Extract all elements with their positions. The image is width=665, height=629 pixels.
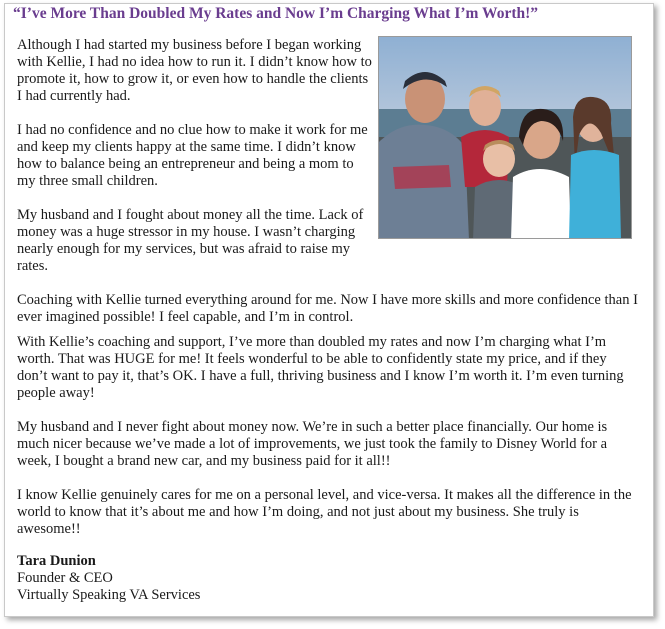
testimonial-paragraph: Coaching with Kellie turned everything around for me. Now I have more skills and more confidence than I ever imagined possible! I feel capable, and I’m in control. [17, 292, 638, 325]
testimonial-paragraph: I had no confidence and no clue how to make it work for me and keep my clients happy at the same time. I didn’t know how to balance being an entrepreneur and being a mom to my three small children. [17, 122, 368, 189]
signature-company: Virtually Speaking VA Services [17, 587, 201, 603]
testimonial-body [17, 37, 639, 555]
signature-role: Founder & CEO [17, 570, 113, 586]
testimonial-paragraph: My husband and I fought about money all the time. Lack of money was a huge stressor in my house. I wasn’t charging nearly enough for my services, but was afraid to raise my rates. [17, 207, 364, 274]
testimonial-paragraph: Although I had started my business before I began working with Kellie, I had no idea how to run it. I didn’t know how to promote it, how to grow it, or even how to handle the clients I had currently had. [17, 37, 372, 104]
testimonial-paragraph: With Kellie’s coaching and support, I’ve more than doubled my rates and now I’m charging what I’m worth. That was HUGE for me! It feels wonderful to be able to confidently state my price, and if they don’t want to pay it, that’s OK. I have a full, thriving business and I know I’m worth it. I’m even turning people away! [17, 334, 624, 401]
signature-name: Tara Dunion [17, 553, 96, 569]
testimonial-title: “I’ve More Than Doubled My Rates and Now I’m Charging What I’m Worth!” [13, 5, 539, 22]
testimonial-paragraph: My husband and I never fight about money now. We’re in such a better place financially. Our home is much nicer because we’ve made a lot of improvements, we just took the family to Disney World for a week, I bought a brand new car, and my business paid for it all!! [17, 419, 608, 469]
testimonial-paragraph: I know Kellie genuinely cares for me on a personal level, and vice-versa. It makes all the difference in the world to know that it’s about me and how I’m doing, and not just about my business. She truly is awesome!! [17, 487, 632, 537]
testimonial-card [4, 3, 654, 617]
signature-block [17, 553, 200, 604]
